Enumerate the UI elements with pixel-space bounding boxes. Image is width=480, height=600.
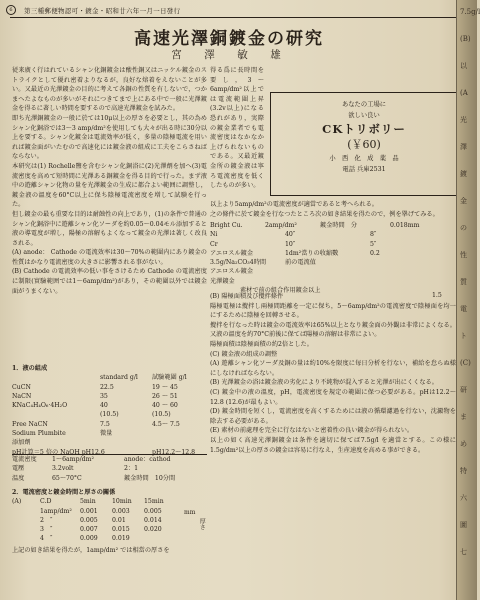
table-cell: 19 ～ 45 — [152, 383, 178, 391]
table-row — [12, 455, 207, 464]
ad-phone: 電話 兵庫2531 — [342, 166, 386, 173]
edge-glyph: ト — [460, 332, 467, 340]
table-cell — [100, 438, 152, 447]
header-rule — [10, 17, 456, 18]
intro-paragraph: 従来廣く行はれているシャン化銅鍍金は酸性銅又はニッケル鍍金のストライクとして優れ密着よりなるが，良好な熔着をえないことが多い。又最近の光澤鍍金の目的に考えて各銅の性質を有しないで，つかまへたよなものが多いがそれにつきてまで上にある中で一般に光澤鍍金を得るに著しい時間を要するので高速光澤鍍金を試みた。 — [12, 67, 207, 113]
intro-paragraph: 本研究は(1) Rochelle鹽を含むシャン化銅浴に(2)光澤劑を加へ(3)電流密度を高めて短時間に光澤ある銅鍍金を得る目的で行った。まず液中の遊離シャン化物の量を光澤鍍金の生成に都合よい範囲に調整し，鍍金液の溫度を60°C以上に保ち陰極電流密度を増して試験を行った。 — [12, 162, 207, 209]
table-cell: 3 ″ — [40, 526, 53, 534]
edge-glyph: (A — [460, 89, 468, 97]
body-paragraph: 陽極電極は攪拌し兩極間距離を一定に保ち，5～6amp/dm²の電流密度で陰極面を均一にするために陰極を回轉させる。 — [210, 302, 456, 320]
table-cell: 0.019 — [112, 535, 130, 543]
table-cell: 0.014 — [144, 516, 162, 524]
unit-label: mm — [184, 509, 196, 516]
table-cell — [370, 258, 440, 267]
table-cell: アエロスル鍍金 — [210, 249, 254, 257]
body-paragraph: (B) 陽極面積及び攪拌條件 — [210, 293, 284, 300]
ad-product-name: CKトリボリー — [322, 122, 406, 136]
table-cell — [12, 507, 40, 516]
advertisement-box — [270, 92, 458, 196]
table-cell: 鍍金時間 10分間 — [124, 474, 176, 482]
edge-glyph: (B) — [460, 35, 471, 43]
table-cell: 3.2volt — [52, 465, 74, 473]
table-cell: 1amp/dm² — [40, 507, 72, 515]
table-cell — [370, 277, 440, 286]
table-row — [12, 534, 207, 543]
table-row — [12, 383, 207, 392]
table-row — [12, 392, 207, 401]
table-cell: Ni — [210, 231, 218, 239]
table-cell: 0.2 — [370, 249, 380, 257]
table-cell: 0.005 — [144, 507, 162, 515]
table-cell: 0.015 — [112, 526, 130, 534]
table-row — [210, 277, 456, 286]
section-heading: 2．電流密度と鍍金時間と厚さの關係 — [12, 489, 116, 496]
table-row — [12, 429, 207, 438]
body-paragraph: (C) 鍍金中の液の溫度，pH，電流密度を規定の範圍に保つ必要がある。pHは12.2～12.8 (12.6)が最もよい。 — [210, 388, 456, 406]
table-cell: 4.5～ 7.5 — [152, 420, 180, 428]
edge-glyph: の — [460, 224, 467, 232]
table-cell: KNaC₄H₄O₆·4H₂O — [12, 402, 68, 410]
body-paragraph: 得る爲に長時間を要し，3～6amp/dm²以上では電流範圍上昇(3.2v以上)になる恐れがあり，実際の鍍金業者でも電流密度はなかなか上げられないものである。又最近鍍金所の鍍金液は寧ろ電流密度を低くしたものが多い。 — [210, 67, 264, 190]
body-paragraph: 之の條件に於て鍍金を行なつたところ次の如き結果を得たので，例を擧げてみる。 — [210, 210, 439, 218]
table-row — [210, 267, 456, 276]
table-header-row: (A) C.D 5min 10min 15min — [12, 498, 164, 506]
table-cell: 0.020 — [144, 526, 162, 534]
table-row — [12, 410, 207, 419]
edge-glyph: 質 — [460, 278, 467, 286]
edge-glyph: 研 — [460, 386, 467, 394]
edge-glyph: (C) — [460, 359, 471, 367]
result-value: 1.5 — [432, 292, 442, 299]
intro-paragraph: (A) anode： Cathode の電流效率は30～70%の範圍内にあり鍍金の性質はかなり電流密度の大きさに影響される事がない。 — [12, 249, 207, 266]
table-cell: 10″ — [285, 240, 296, 248]
table-row — [12, 438, 207, 447]
facing-page-edge — [456, 0, 480, 600]
table-cell: 2：1 — [124, 465, 139, 473]
composition-table — [12, 364, 207, 457]
table-cell: pH計算＝5 倍の NaOH pH12.6 — [12, 448, 105, 456]
table-footer-text: 上記の如き結果を得たが，1amp/dm² では相當の厚さを — [12, 546, 170, 554]
table-cell: anode：cathod — [124, 456, 171, 463]
table-cell: 22.5 — [100, 383, 114, 391]
thickness-table — [12, 488, 207, 555]
conditions-table — [12, 455, 207, 483]
table-cell: アエロスル鍍金 — [210, 268, 254, 276]
table-cell — [285, 277, 370, 286]
author-name: 宮 澤 敏 雄 — [171, 49, 287, 61]
table-cell — [12, 534, 40, 543]
table-cell — [152, 438, 207, 447]
ad-line: あなたの工場に — [341, 101, 387, 108]
intro-paragraph: 但し鍍金の最も重要な目的は耐蝕性の向上であり，(1)の条件で普通のシャン化銅浴中に遊離シャン化ソーダを約0.05～0.04モル添加すると液の導電度が増し，陽極の溶解もよくなって鍍金の光澤は著しく改良される。 — [12, 210, 207, 247]
table-row — [12, 464, 207, 473]
body-paragraph: 攪拌を行なった時は鍍金の電流效率は65%以上となり鍍金面の外觀は非常によくなる。又液の溫度を約70°C前後に保てば陽極の溶解は非常によい。 — [210, 321, 456, 339]
table-cell — [370, 267, 440, 276]
table-cell: Free NaCN — [12, 420, 48, 428]
body-paragraph: (E) 素材の前處理を完全に行なはないと密着性の良い鍍金が得られない。 — [210, 427, 414, 435]
table-cell: 35 — [100, 392, 108, 400]
table-cell: 26 ～ 51 — [152, 392, 178, 400]
page-number-badge: 6 — [6, 5, 16, 15]
edge-glyph: 圖 — [460, 521, 467, 529]
right-column-body — [210, 200, 456, 219]
body-paragraph: (D) 鍍金時間を短くし，電流密度を高くするためには液の循環濾過を行ない，沈澱物を除去する必要がある。 — [210, 408, 456, 425]
table-row — [210, 249, 456, 258]
table-cell: 0.009 — [80, 535, 98, 543]
table-cell: 65～70°C — [52, 474, 82, 482]
edge-glyph: 光 — [460, 116, 467, 124]
edge-glyph: 六 — [460, 494, 467, 502]
table-cell: 2 ″ — [40, 516, 53, 524]
table-cell: 3.5g/Na₂CO₃4時間 — [210, 259, 267, 267]
side-label: 厚さ — [198, 518, 206, 530]
table-row — [210, 258, 456, 267]
edge-glyph: 金 — [460, 197, 467, 205]
body-paragraph: (A) 遊離シャン化ソーダ及銅の量は約10%を限度に毎日分析を行ない，補給を怠らぬ様にしなければならない。 — [210, 360, 456, 377]
table-cell: 添加劑 — [12, 439, 31, 447]
right-column-top — [210, 66, 264, 191]
table-cell: (10.5) — [100, 411, 119, 419]
table-cell: 0.005 — [80, 516, 98, 524]
edge-glyph: 以 — [460, 62, 467, 70]
ad-line: 欲しい良い — [348, 112, 380, 119]
table-cell: 8″ — [370, 231, 377, 239]
body-paragraph: 以上の如く高速光澤銅鍍金は条件を適切に保てば7.5g/l を適當とする。この様に1.5g/dm²以上の厚さの鍍金は容易に行なえ，生産速度を高める事ができる。 — [210, 436, 456, 454]
edge-glyph: ま — [460, 413, 467, 421]
table-cell: 0.001 — [80, 507, 98, 515]
table-cell: 光澤鍍金 — [210, 277, 235, 285]
left-column — [12, 66, 207, 296]
article-title: 高速光澤銅鍍金の研究 — [134, 29, 324, 49]
table-cell: 温度 — [12, 474, 25, 482]
table-cell: 電流密度 — [12, 456, 37, 463]
body-paragraph: 以上より5amp/dm²の電流密度が適當であると考へられる。 — [210, 201, 378, 208]
body-paragraph: (C) 鍍金液の組成の調整 — [210, 350, 278, 358]
edge-glyph: 性 — [460, 251, 467, 259]
table-cell: 1dm²當りの收縮數 — [285, 249, 339, 257]
table-cell: 1～6amp/dm² — [52, 456, 94, 463]
table-cell — [144, 534, 176, 543]
table-cell: 40 ～ 60 — [152, 402, 178, 410]
body-paragraph: (B) 光澤鍍金の浴は鍍金液の劣化により不純物が混入すると光澤が出にくくなる。 — [210, 379, 438, 387]
table-row — [210, 240, 456, 249]
table-header-row: Bright Cu. 2amp/dm² 鍍金時間 分 0.018mm — [210, 222, 420, 229]
table-cell — [12, 410, 100, 419]
issue-line: 第三種郵便物認可・鍍金・昭和廿六年一月一日發行 — [24, 7, 181, 15]
table-row — [210, 230, 456, 239]
table-cell — [285, 267, 370, 276]
table-cell — [12, 525, 40, 534]
intro-paragraph: (B) Cathode の電流效率の低い事をさけるため Cathode の電流密度に制限(實驗範囲では1～6amp/dm²)があり，その範圍以外では鍍金面がうまくない。 — [12, 268, 207, 295]
table-cell: 0.007 — [80, 526, 98, 534]
table-cell: 7.5 — [100, 420, 110, 428]
table-cell: NaCN — [12, 392, 32, 400]
ad-company: 小 西 化 成 薬 品 — [329, 155, 399, 162]
table-cell: Sodium Plumbite — [12, 430, 66, 438]
table-row — [12, 420, 207, 429]
table-cell: 4 ″ — [40, 535, 53, 543]
table-row — [12, 525, 207, 534]
table-header-row: standard g/l 試驗範圍 g/l — [100, 374, 187, 382]
right-column-lower — [210, 292, 456, 455]
table-cell: 0.01 — [112, 516, 126, 524]
table-cell: Cr — [210, 240, 218, 248]
table-cell: 前の電流值 — [285, 259, 316, 267]
edge-glyph: 澤 — [460, 143, 467, 151]
edge-glyph: め — [460, 440, 467, 448]
edge-glyph: 鍍 — [460, 170, 467, 178]
ad-price: (￥60) — [347, 138, 381, 151]
table-cell: pH12.2～12.8 — [152, 448, 196, 456]
table-cell: 40″ — [285, 231, 296, 239]
table-note: 素材で前の組合作用鍍金以上 — [240, 287, 321, 295]
table-row — [12, 507, 207, 516]
table-row — [12, 401, 207, 410]
edge-glyph: 七 — [460, 548, 467, 556]
body-paragraph: 陽極面積は陰極面積の約2倍とした。 — [210, 340, 313, 348]
edge-glyph: 特 — [460, 467, 467, 475]
running-header — [10, 6, 180, 15]
table-cell: 0.003 — [112, 507, 130, 515]
table-row — [12, 474, 207, 483]
table-cell: 5″ — [370, 240, 377, 248]
table-cell: 微量 — [100, 430, 113, 438]
edge-glyph: 7.5g/l — [460, 8, 480, 16]
table-cell — [152, 429, 207, 438]
section-heading: 1．液の組成 — [12, 365, 48, 372]
intro-paragraph: 即ち光澤銅鍍金の一般に於ては10μ以上の厚さを必要とし，其の為めシャン化銅浴では3～3 amp/dm²を使用しても大々が出る時に30分以上を要する。シャン化鍍金は電流効率が低く，多量の陰極電流を用いれば鍍金面がいたむので高速化には鍍金液の組成に工夫をこらさねばならない。 — [12, 114, 207, 161]
table-row — [12, 516, 207, 525]
table-cell — [12, 516, 40, 525]
edge-glyph: 電 — [460, 305, 467, 313]
table-cell: CuCN — [12, 383, 31, 391]
table-cell: 40 — [100, 402, 108, 410]
table-cell: 電壓 — [12, 465, 25, 473]
table-cell: (10.5) — [152, 411, 171, 419]
